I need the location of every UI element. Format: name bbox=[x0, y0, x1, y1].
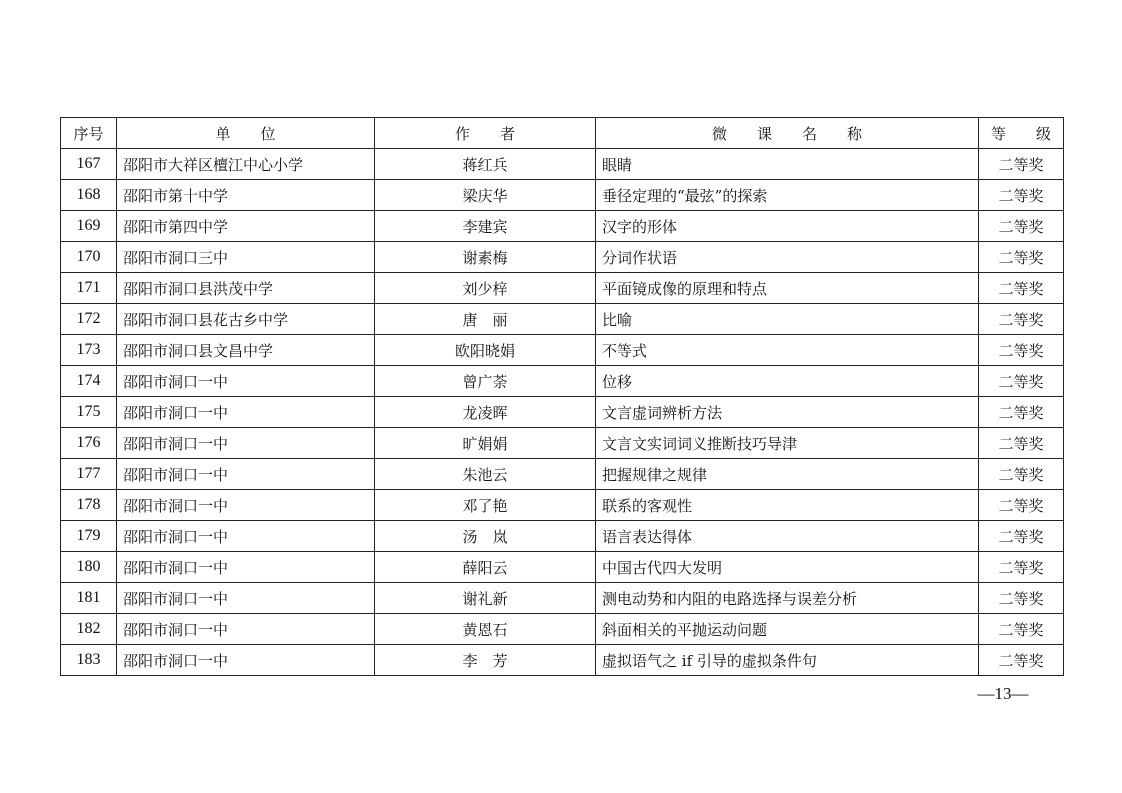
cell-grade: 二等奖 bbox=[979, 273, 1064, 304]
table-row bbox=[61, 304, 1064, 335]
cell-unit: 邵阳市洞口三中 bbox=[117, 242, 375, 273]
cell-author: 唐 丽 bbox=[375, 304, 596, 335]
cell-author: 梁庆华 bbox=[375, 180, 596, 211]
table-header-row bbox=[61, 118, 1064, 149]
cell-author: 曾广荼 bbox=[375, 366, 596, 397]
table-row bbox=[61, 614, 1064, 645]
cell-unit: 邵阳市洞口一中 bbox=[117, 459, 375, 490]
header-title: 微 课 名 称 bbox=[596, 118, 979, 149]
table-row bbox=[61, 428, 1064, 459]
cell-grade: 二等奖 bbox=[979, 614, 1064, 645]
cell-seq: 179 bbox=[61, 521, 117, 552]
cell-author: 蒋红兵 bbox=[375, 149, 596, 180]
cell-title: 文言虚词辨析方法 bbox=[596, 397, 979, 428]
table-row bbox=[61, 552, 1064, 583]
cell-author: 龙凌晖 bbox=[375, 397, 596, 428]
cell-grade: 二等奖 bbox=[979, 149, 1064, 180]
cell-seq: 173 bbox=[61, 335, 117, 366]
header-seq: 序号 bbox=[61, 118, 117, 149]
page-number: —13— bbox=[977, 684, 1029, 703]
cell-grade: 二等奖 bbox=[979, 552, 1064, 583]
cell-unit: 邵阳市洞口一中 bbox=[117, 521, 375, 552]
cell-title: 眼睛 bbox=[596, 149, 979, 180]
cell-grade: 二等奖 bbox=[979, 242, 1064, 273]
table-row bbox=[61, 211, 1064, 242]
cell-seq: 182 bbox=[61, 614, 117, 645]
cell-grade: 二等奖 bbox=[979, 335, 1064, 366]
table-row bbox=[61, 583, 1064, 614]
cell-seq: 177 bbox=[61, 459, 117, 490]
cell-title: 垂径定理的“最弦”的探索 bbox=[596, 180, 979, 211]
cell-author: 李建宾 bbox=[375, 211, 596, 242]
cell-unit: 邵阳市洞口一中 bbox=[117, 366, 375, 397]
cell-author: 朱池云 bbox=[375, 459, 596, 490]
cell-grade: 二等奖 bbox=[979, 397, 1064, 428]
cell-title: 虚拟语气之 if 引导的虚拟条件句 bbox=[596, 645, 979, 676]
cell-title: 分词作状语 bbox=[596, 242, 979, 273]
cell-author: 欧阳晓娟 bbox=[375, 335, 596, 366]
cell-title: 平面镜成像的原理和特点 bbox=[596, 273, 979, 304]
cell-unit: 邵阳市洞口县花古乡中学 bbox=[117, 304, 375, 335]
cell-title: 比喻 bbox=[596, 304, 979, 335]
cell-author: 谢素梅 bbox=[375, 242, 596, 273]
cell-title: 把握规律之规律 bbox=[596, 459, 979, 490]
cell-title: 文言文实词词义推断技巧导津 bbox=[596, 428, 979, 459]
cell-title: 语言表达得体 bbox=[596, 521, 979, 552]
table-row bbox=[61, 273, 1064, 304]
cell-unit: 邵阳市洞口一中 bbox=[117, 428, 375, 459]
cell-unit: 邵阳市洞口一中 bbox=[117, 645, 375, 676]
table-row bbox=[61, 180, 1064, 211]
cell-unit: 邵阳市洞口县文昌中学 bbox=[117, 335, 375, 366]
cell-seq: 168 bbox=[61, 180, 117, 211]
header-unit: 单 位 bbox=[117, 118, 375, 149]
cell-author: 刘少梓 bbox=[375, 273, 596, 304]
cell-seq: 175 bbox=[61, 397, 117, 428]
cell-grade: 二等奖 bbox=[979, 490, 1064, 521]
cell-seq: 183 bbox=[61, 645, 117, 676]
cell-grade: 二等奖 bbox=[979, 583, 1064, 614]
cell-author: 李 芳 bbox=[375, 645, 596, 676]
table-row bbox=[61, 335, 1064, 366]
cell-grade: 二等奖 bbox=[979, 180, 1064, 211]
table-row bbox=[61, 242, 1064, 273]
cell-grade: 二等奖 bbox=[979, 211, 1064, 242]
cell-seq: 176 bbox=[61, 428, 117, 459]
cell-author: 邓了艳 bbox=[375, 490, 596, 521]
awards-table bbox=[60, 117, 1064, 676]
table-row bbox=[61, 397, 1064, 428]
table-row bbox=[61, 366, 1064, 397]
cell-unit: 邵阳市洞口一中 bbox=[117, 614, 375, 645]
table-row bbox=[61, 459, 1064, 490]
cell-grade: 二等奖 bbox=[979, 366, 1064, 397]
cell-unit: 邵阳市大祥区檀江中心小学 bbox=[117, 149, 375, 180]
cell-seq: 174 bbox=[61, 366, 117, 397]
cell-title: 汉字的形体 bbox=[596, 211, 979, 242]
cell-grade: 二等奖 bbox=[979, 521, 1064, 552]
cell-seq: 169 bbox=[61, 211, 117, 242]
cell-title: 测电动势和内阻的电路选择与误差分析 bbox=[596, 583, 979, 614]
cell-grade: 二等奖 bbox=[979, 645, 1064, 676]
cell-seq: 167 bbox=[61, 149, 117, 180]
cell-author: 薛阳云 bbox=[375, 552, 596, 583]
header-grade: 等 级 bbox=[979, 118, 1064, 149]
cell-title: 中国古代四大发明 bbox=[596, 552, 979, 583]
cell-seq: 181 bbox=[61, 583, 117, 614]
cell-author: 黄恩石 bbox=[375, 614, 596, 645]
cell-unit: 邵阳市第十中学 bbox=[117, 180, 375, 211]
cell-grade: 二等奖 bbox=[979, 304, 1064, 335]
cell-author: 汤 岚 bbox=[375, 521, 596, 552]
cell-unit: 邵阳市洞口一中 bbox=[117, 490, 375, 521]
cell-title: 不等式 bbox=[596, 335, 979, 366]
cell-author: 谢礼新 bbox=[375, 583, 596, 614]
cell-seq: 178 bbox=[61, 490, 117, 521]
cell-seq: 171 bbox=[61, 273, 117, 304]
cell-seq: 172 bbox=[61, 304, 117, 335]
table-row bbox=[61, 490, 1064, 521]
cell-unit: 邵阳市洞口县洪茂中学 bbox=[117, 273, 375, 304]
cell-seq: 170 bbox=[61, 242, 117, 273]
cell-author: 旷娟娟 bbox=[375, 428, 596, 459]
table-row bbox=[61, 645, 1064, 676]
cell-seq: 180 bbox=[61, 552, 117, 583]
cell-unit: 邵阳市第四中学 bbox=[117, 211, 375, 242]
table-row bbox=[61, 521, 1064, 552]
cell-unit: 邵阳市洞口一中 bbox=[117, 397, 375, 428]
cell-title: 位移 bbox=[596, 366, 979, 397]
table-row bbox=[61, 149, 1064, 180]
header-author: 作 者 bbox=[375, 118, 596, 149]
cell-unit: 邵阳市洞口一中 bbox=[117, 583, 375, 614]
cell-grade: 二等奖 bbox=[979, 428, 1064, 459]
cell-title: 斜面相关的平抛运动问题 bbox=[596, 614, 979, 645]
cell-grade: 二等奖 bbox=[979, 459, 1064, 490]
cell-unit: 邵阳市洞口一中 bbox=[117, 552, 375, 583]
table-body bbox=[61, 149, 1064, 676]
cell-title: 联系的客观性 bbox=[596, 490, 979, 521]
